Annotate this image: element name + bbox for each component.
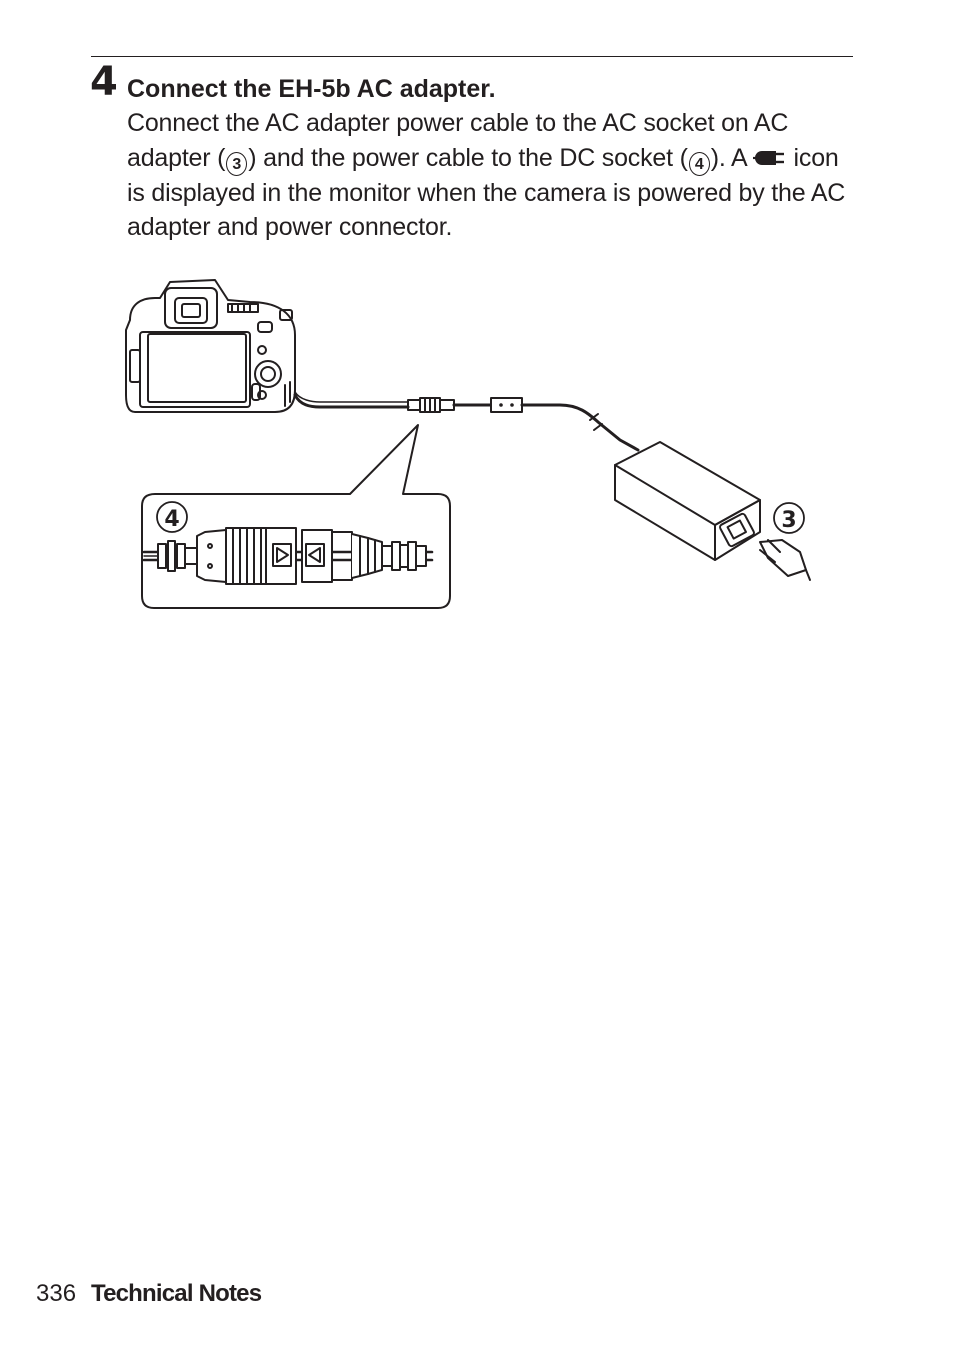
- ac-plug: [760, 540, 810, 580]
- instruction-text-4: icon is displayed in the monitor when the camera is powered by the AC adapter and power connector.: [127, 143, 846, 241]
- section-title: Technical Notes: [91, 1280, 262, 1307]
- power-connector: [408, 398, 454, 412]
- step-number: 4: [90, 59, 118, 105]
- callout-4-inline: 4: [689, 152, 710, 176]
- instruction-text-3: ). A: [710, 143, 753, 172]
- camera-icon: [126, 280, 295, 412]
- page-number: 336: [36, 1280, 77, 1307]
- ac-adapter: [615, 442, 760, 560]
- callout-4-label: 4: [164, 507, 180, 532]
- top-rule: [91, 56, 853, 57]
- connection-illustration: [120, 270, 820, 615]
- callout-3-label: 3: [781, 508, 797, 533]
- ac-power-icon: [753, 147, 787, 169]
- step-instructions: [127, 106, 857, 245]
- step-title: Connect the EH-5b AC adapter.: [127, 75, 496, 103]
- instruction-text-1: Connect the AC adapter power cable to the AC socket on AC adapter (: [127, 109, 789, 172]
- instruction-text-2: ) and the power cable to the DC socket (: [248, 143, 688, 172]
- callout-3-inline: 3: [226, 152, 247, 176]
